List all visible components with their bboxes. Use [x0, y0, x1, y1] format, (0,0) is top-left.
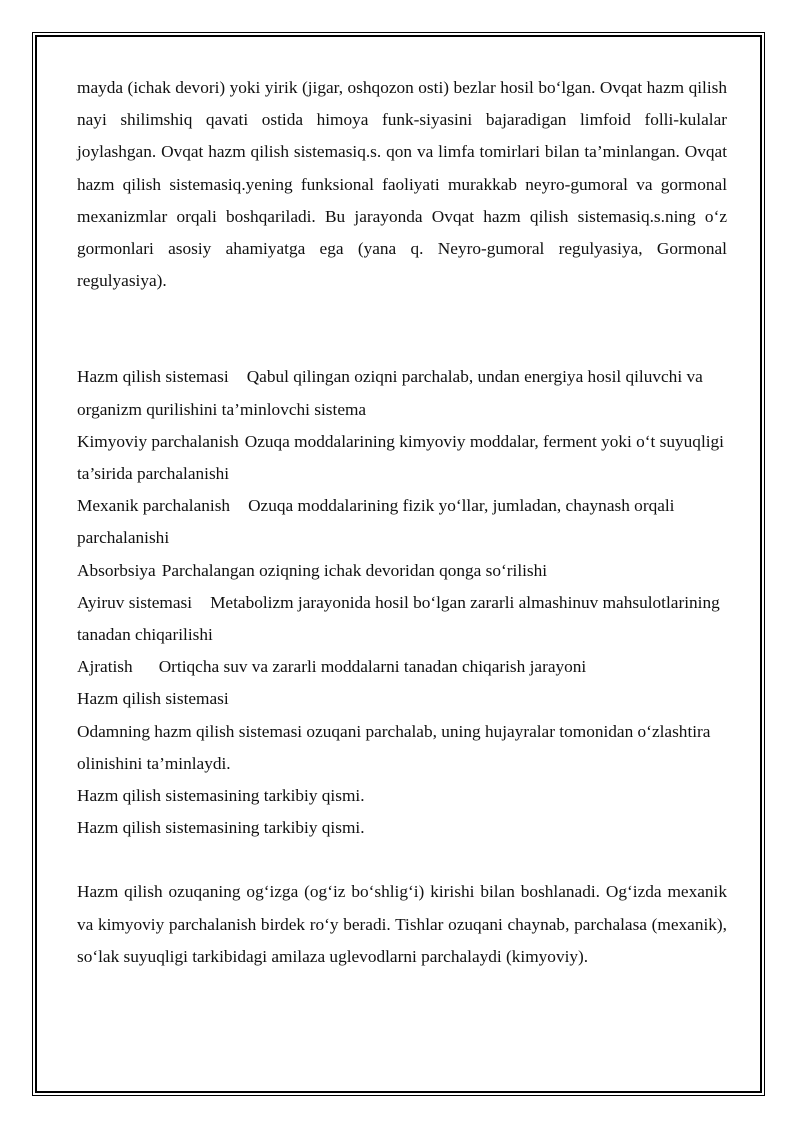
spacer — [77, 297, 727, 361]
glossary-entry — [77, 490, 727, 554]
glossary-term: Ayiruv sistemasi — [77, 592, 193, 612]
glossary-definition: Parchalangan oziqning ichak devoridan qonga so‘rilishi — [161, 560, 548, 580]
glossary-definition: Metabolizm jarayonida hosil bo‘lgan zararli almashinuv mahsulotlarining tanadan chiqarilishi — [77, 592, 720, 645]
figure-caption: Hazm qilish sistemasining tarkibiy qismi. — [77, 786, 365, 806]
glossary-definition: Ortiqcha suv va zararli moddalarni tanadan chiqarish jarayoni — [158, 657, 587, 677]
section-heading: Hazm qilish sistemasi — [77, 689, 229, 709]
glossary-term: Hazm qilish sistemasi — [77, 367, 229, 387]
glossary-entry — [77, 361, 727, 425]
glossary-definition: Ozuqa moddalarining fizik yo‘llar, jumladan, chaynash orqali parchalanishi — [77, 496, 675, 548]
glossary-entry — [77, 555, 727, 587]
glossary-term: Ajratish — [77, 657, 133, 677]
glossary-term: Absorbsiya — [77, 560, 156, 580]
glossary-list — [77, 361, 727, 683]
intro-paragraph: mayda (ichak devori) yoki yirik (jigar, oshqozon osti) bezlar hosil bo‘lgan. Ovqat hazm qilish nayi shilimshiq qavati ostida himoya funk-siyasini bajaradigan limfoid folli-kulalar joylashgan. Ovqat hazm qilish sistemasiq.s. qon va limfa tomirlari bilan ta’minlangan. Ovqat hazm qilish sistemasiq.yening funksional faoliyati murakkab neyro-gumoral va gormonal mexanizmlar orqali boshqariladi. Bu jarayonda Ovqat hazm qilish sistemasiq.s.ning o‘z gormonlari asosiy ahamiyatga ega (yana q. Neyro-gumoral regulyasiya, Gormonal regulyasiya). — [77, 78, 727, 291]
figure-caption: Hazm qilish sistemasining tarkibiy qismi. — [77, 818, 365, 838]
glossary-definition: Ozuqa moddalarining kimyoviy moddalar, ferment yoki o‘t suyuqligi ta’sirida parchalanishi — [77, 431, 724, 484]
glossary-entry — [77, 587, 727, 651]
closing-paragraph: Hazm qilish ozuqaning og‘izga (og‘iz bo‘shlig‘i) kirishi bilan boshlanadi. Og‘izda mexanik va kimyoviy parchalanish birdek ro‘y beradi. Tishlar ozuqani chaynab, parchalasa (mexanik), so‘lak suyuqligi tarkibidagi amilaza uglevodlarni parchalaydi (kimyoviy). — [77, 882, 727, 966]
glossary-entry — [77, 426, 727, 490]
spacer — [77, 844, 727, 876]
document-body — [77, 72, 727, 973]
glossary-entry — [77, 651, 727, 683]
section-text: Odamning hazm qilish sistemasi ozuqani parchalab, uning hujayralar tomonidan o‘zlashtira olinishini ta’minlaydi. — [77, 721, 711, 773]
glossary-term: Mexanik parchalanish — [77, 496, 231, 516]
glossary-term: Kimyoviy parchalanish — [77, 431, 239, 451]
glossary-definition: Qabul qilingan oziqni parchalab, undan energiya hosil qiluvchi va organizm qurilishini ta’minlovchi sistema — [77, 367, 703, 419]
